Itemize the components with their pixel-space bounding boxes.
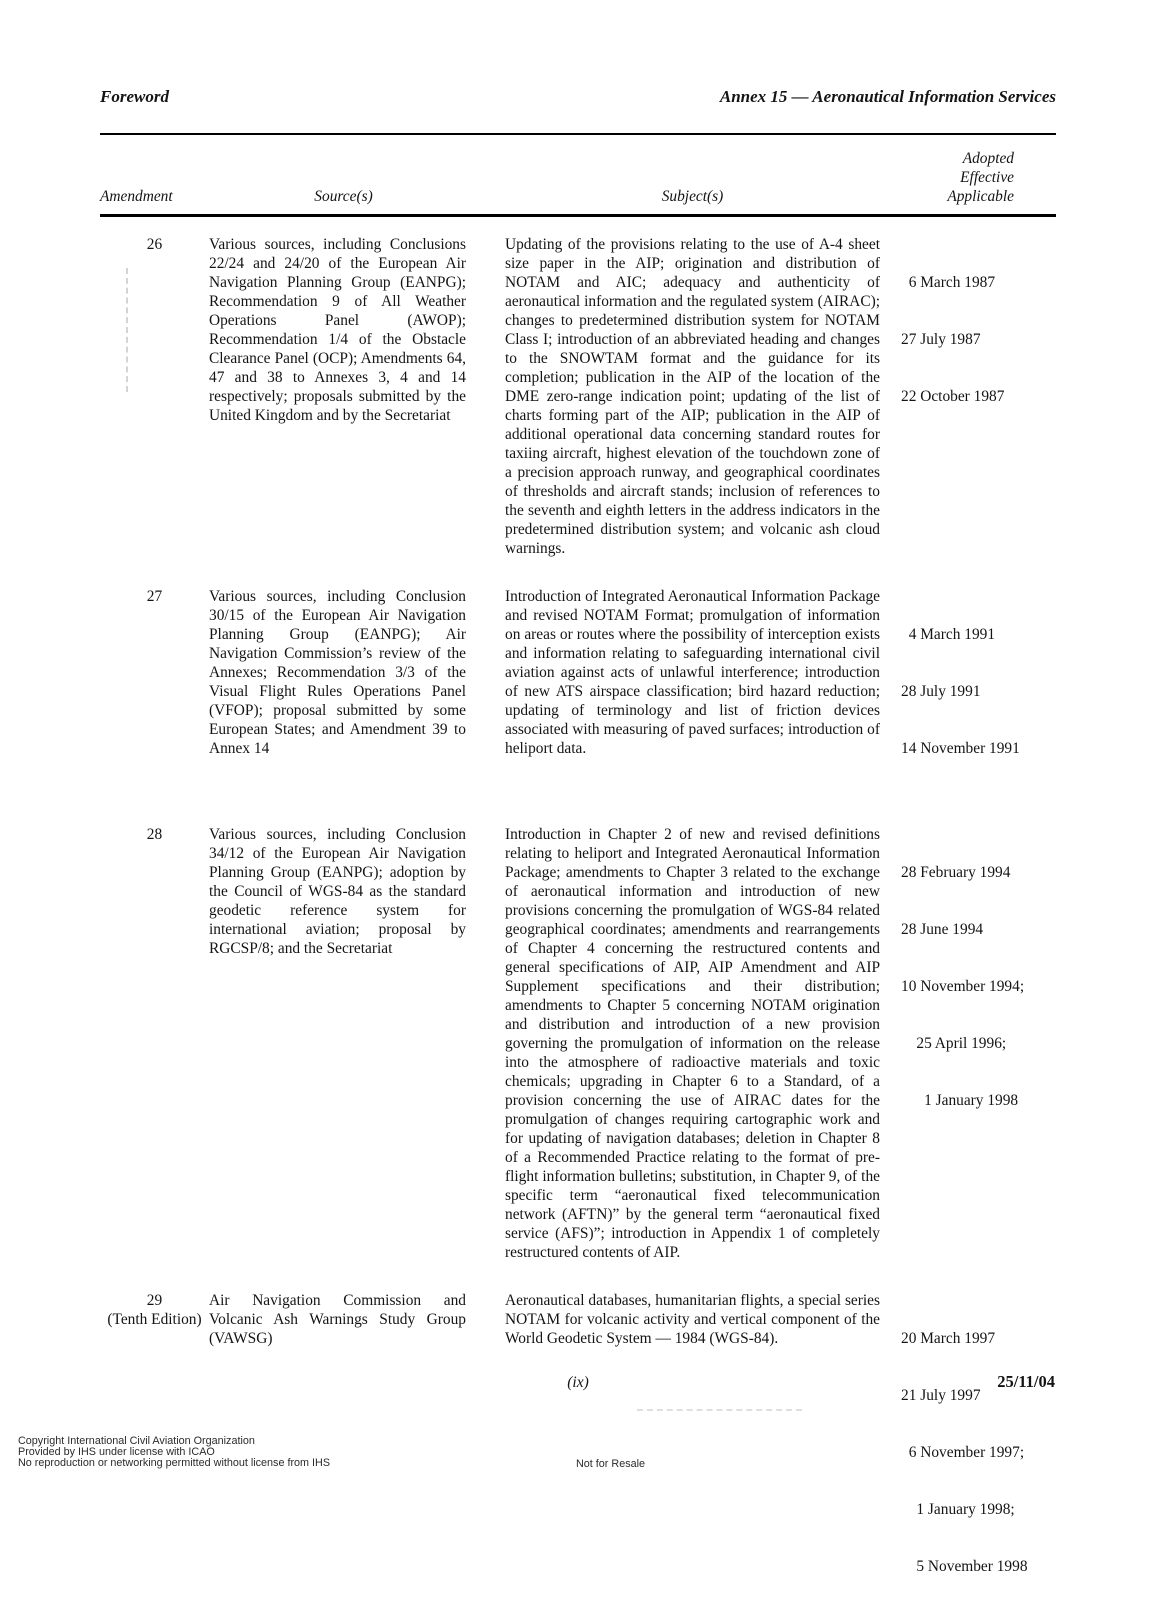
date-line: 25 April 1996; <box>901 1035 1007 1052</box>
date-line: 6 March 1987 <box>901 274 996 291</box>
dates-cell <box>901 587 1056 796</box>
date-line: 1 January 1998; <box>901 1501 1015 1518</box>
amendment-number: 29 <box>146 1292 163 1309</box>
date-line: 28 February 1994 <box>901 864 1011 881</box>
license-line: Provided by IHS under license with ICAO <box>18 1446 215 1459</box>
amendment-number: 28 <box>146 826 163 843</box>
page-number: (ix) <box>567 1374 589 1391</box>
table-row <box>100 578 1056 796</box>
running-header <box>100 0 1056 107</box>
dates-cell <box>901 235 1056 558</box>
column-header-applicable-line: Applicable <box>947 188 1014 205</box>
date-line: 4 March 1991 <box>901 626 996 643</box>
column-header-subjects: Subject(s) <box>661 188 724 205</box>
column-header-sources: Source(s) <box>314 188 373 205</box>
amendment-number-cell <box>100 587 209 796</box>
scan-smudge-artifact <box>637 1409 802 1411</box>
table-row <box>100 816 1056 1262</box>
table-header-row <box>100 135 1056 214</box>
amendment-number-cell <box>100 235 209 558</box>
subjects-cell: Introduction in Chapter 2 of new and revised definitions relating to heliport and Integrated Aeronautical Information Package; amendments to Chapter 3 related to the exchange of aeronautical information and introduction of new provisions concerning the promulgation of WGS-84 related geographical coordinates; amendments and rearrangements of Chapter 4 concerning the restructured contents and general specifications of AIP, AIP Amendment and AIP Supplement specifications and their distribution; amendments to Chapter 5 concerning NOTAM origination and distribution and introduction of a new provision governing the promulgation of information on the release into the atmosphere of radioactive materials and toxic chemicals; upgrading in Chapter 6 to a Standard, of a provision concerning the use of AIRAC dates for the promulgation of changes requiring cartographic work and for updating of navigation databases; deletion in Chapter 8 of a Recommended Practice relating to the format of pre-flight information bulletins; substitution, in Chapter 9, of the specific term “aeronautical fixed telecommunication network (AFTN)” by the general term “aeronautical fixed service (AFS)”; introduction in Appendix 1 of completely restructured contents of AIP. <box>505 826 880 1261</box>
date-line: 6 November 1997; <box>901 1444 1025 1461</box>
license-line: No reproduction or networking permitted without license from IHS <box>18 1457 331 1470</box>
date-line: 28 June 1994 <box>901 921 984 938</box>
sources-cell: Various sources, including Conclusion 34/12 of the European Air Navigation Planning Group (EANPG); adoption by the Council of WGS-84 as the standard geodetic reference system for international aviation; proposal by RGCSP/8; and the Secretariat <box>209 826 466 957</box>
sources-cell: Air Navigation Commission and Volcanic Ash Warnings Study Group (VAWSG) <box>209 1292 466 1347</box>
subjects-cell: Introduction of Integrated Aeronautical Information Package and revised NOTAM Format; promulgation of information on areas or routes where the possibility of interception exists and information relating to safeguarding international civil aviation against acts of unlawful interference; introduction of new ATS airspace classification; bird hazard reduction; updating of terminology and list of friction devices associated with measuring of paved surfaces; introduction of heliport data. <box>505 588 880 757</box>
date-line: 5 November 1998 <box>901 1558 1028 1575</box>
sources-cell: Various sources, including Conclusions 22/24 and 24/20 of the European Air Navigation Planning Group (EANPG); Recommendation 9 of All Weather Operations Panel (AWOP); Recommendation 1/4 of the Obstacle Clearance Panel (OCP); Amendments 64, 47 and 38 to Annexes 3, 4 and 14 respectively; proposals submitted by the United Kingdom and by the Secretariat <box>209 236 466 424</box>
subjects-cell: Updating of the provisions relating to the use of A-4 sheet size paper in the AIP; origination and distribution of NOTAM and AIC; adequacy and authenticity of aeronautical information and the regulated system (AIRAC); changes to predetermined distribution system for NOTAM Class I; introduction of an abbreviated heading and changes to the SNOWTAM format and the guidance for its completion; publication in the AIP of the location of the DME zero-range indication point; updating of the list of charts forming part of the AIP; publication in the AIP of additional operational data concerning standard routes for taxiing aircraft, highest elevation of the touchdown zone of a precision approach runway, and geographical coordinates of thresholds and aircraft stands; inclusion of references to the seventh and eighth letters in the address indicators in the predetermined distribution system; and volcanic ash cloud warnings. <box>505 236 880 557</box>
license-line: Copyright International Civil Aviation Organization <box>18 1435 255 1447</box>
dates-cell <box>901 825 1056 1262</box>
amendment-edition-note: (Tenth Edition) <box>107 1311 202 1328</box>
table-row <box>100 226 1056 558</box>
amendment-number-cell <box>100 825 209 1262</box>
page-content <box>100 0 1056 1614</box>
sources-cell: Various sources, including Conclusion 30/15 of the European Air Navigation Planning Group (EANPG); Air Navigation Commission’s review of the Annexes; Recommendation 3/3 of the Visual Flight Rules Operations Panel (VFOP); proposal submitted by some European States; and Amendment 39 to Annex 14 <box>209 588 466 757</box>
subjects-cell: Aeronautical databases, humanitarian flights, a special series NOTAM for volcanic activity and vertical component of the World Geodetic System — 1984 (WGS-84). <box>505 1292 880 1347</box>
date-line: 1 January 1998 <box>901 1092 1019 1109</box>
column-header-adopted <box>901 149 1056 206</box>
date-line: 14 November 1991 <box>901 740 1020 757</box>
amendment-number: 27 <box>146 588 163 605</box>
date-line: 22 October 1987 <box>901 388 1005 405</box>
header-document-title: Annex 15 — Aeronautical Information Services <box>719 87 1056 106</box>
date-line: 10 November 1994; <box>901 978 1025 995</box>
column-header-amendment: Amendment <box>100 188 173 205</box>
column-header-adopted-line: Adopted <box>962 150 1014 167</box>
license-block <box>18 1436 330 1469</box>
header-section-title: Foreword <box>100 87 169 106</box>
column-header-effective-line: Effective <box>960 169 1014 186</box>
dates-cell <box>901 1291 1056 1614</box>
date-line: 28 July 1991 <box>901 683 981 700</box>
date-line: 21 July 1997 <box>901 1387 981 1404</box>
footer-date-stamp: 25/11/04 <box>997 1372 1055 1391</box>
date-line: 20 March 1997 <box>901 1330 996 1347</box>
table-header-rule <box>100 214 1056 217</box>
date-line: 27 July 1987 <box>901 331 981 348</box>
not-for-resale-label: Not for Resale <box>576 1458 646 1470</box>
amendment-number: 26 <box>146 236 163 253</box>
